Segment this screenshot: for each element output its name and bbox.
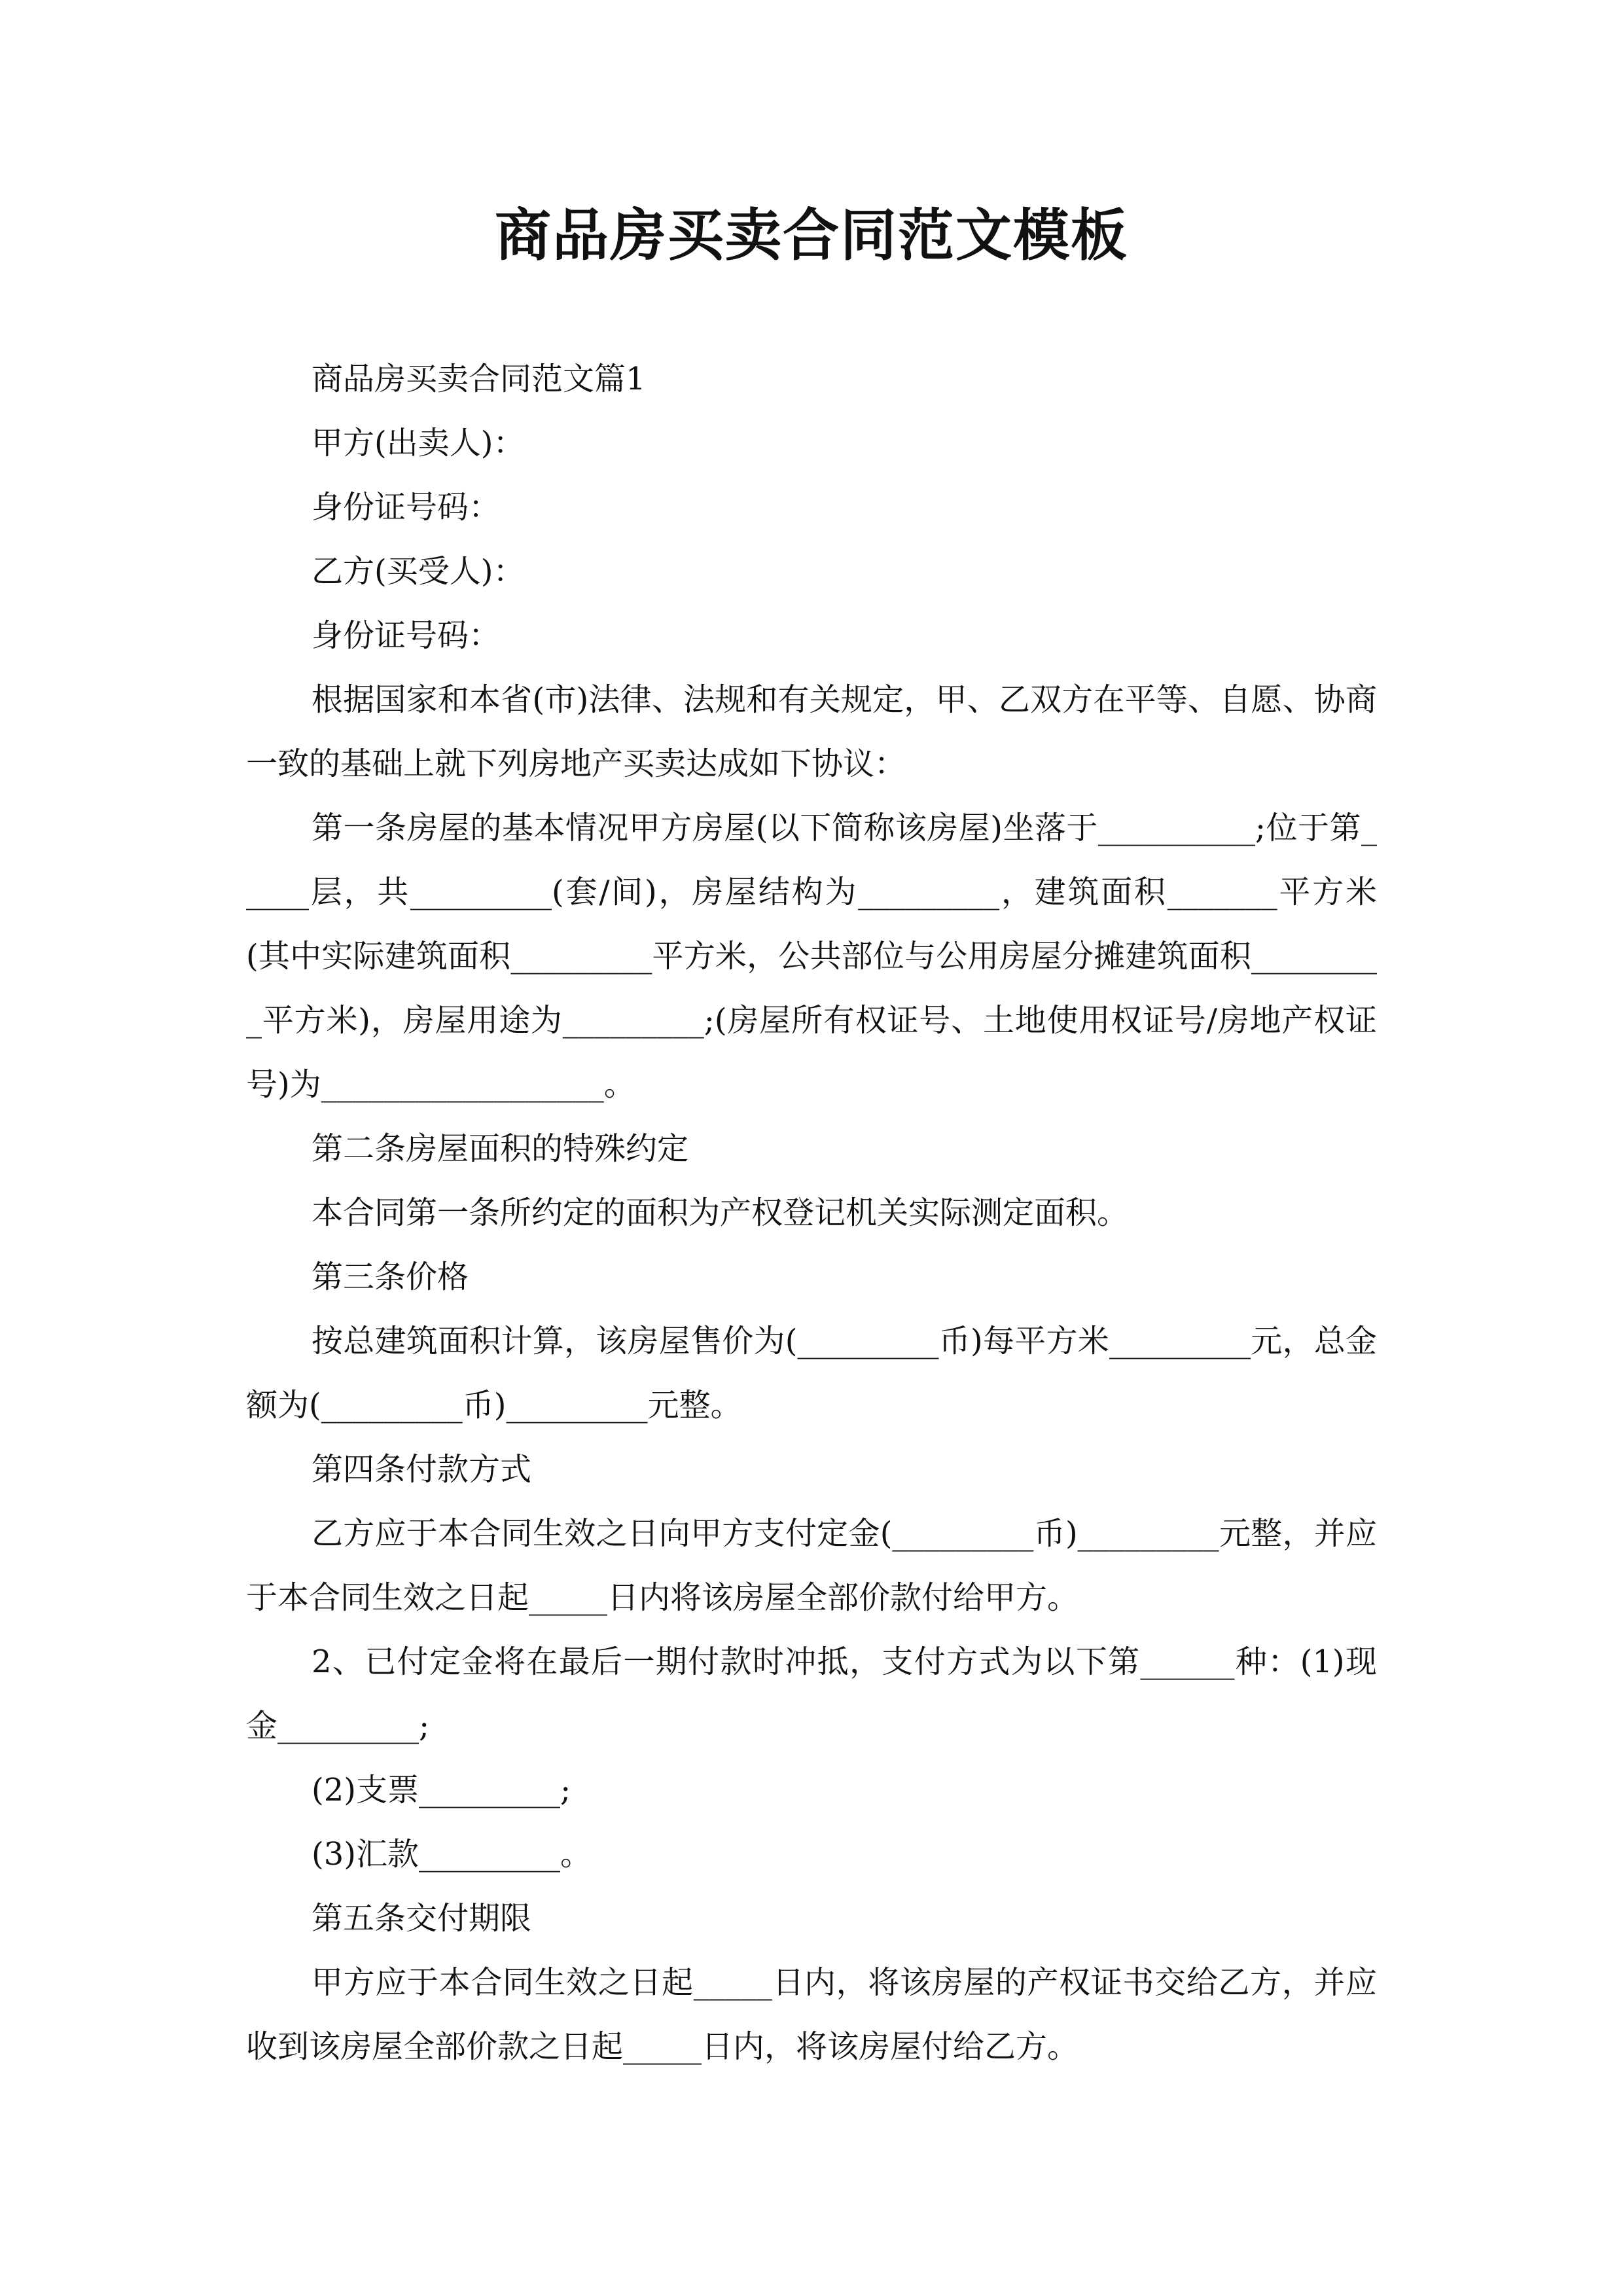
paragraph-article-3-body: 按总建筑面积计算，该房屋售价为(_________币)每平方米_________元，总金额为(_________币)_________元整。 xyxy=(246,1323,1377,1424)
paragraph-article-5-body: 甲方应于本合同生效之日起_____日内，将该房屋的产权证书交给乙方，并应收到该房屋全部价款之日起_____日内，将该房屋付给乙方。 xyxy=(246,1964,1377,2065)
paragraph-article-4-heading: 第四条付款方式 xyxy=(312,1451,532,1488)
paragraph-article-1: 第一条房屋的基本情况甲方房屋(以下简称该房屋)坐落于__________;位于第_____层，共_________(套/间)，房屋结构为_________，建筑面积_______平方米(其中实际建筑面积_________平方米，公共部位与公用房屋分摊建筑面积_________平方米)，房屋用途为_________;(房屋所有权证号、土地使用权证号/房地产权证号)为__________________。 xyxy=(246,810,1377,1103)
paragraph-payment-remittance: (3)汇款_________。 xyxy=(312,1836,592,1873)
paragraph-payment-check: (2)支票_________; xyxy=(312,1772,571,1808)
paragraph-article-2-heading: 第二条房屋面积的特殊约定 xyxy=(312,1130,689,1167)
paragraph-section-heading: 商品房买卖合同范文篇1 xyxy=(312,361,646,397)
document-body xyxy=(246,347,1377,2079)
paragraph-party-a: 甲方(出卖人)： xyxy=(312,425,525,461)
paragraph-article-4-body: 乙方应于本合同生效之日向甲方支付定金(_________币)_________元整，并应于本合同生效之日起_____日内将该房屋全部价款付给甲方。 xyxy=(246,1515,1377,1616)
paragraph-party-a-id: 身份证号码： xyxy=(312,489,501,526)
paragraph-preamble: 根据国家和本省(市)法律、法规和有关规定，甲、乙双方在平等、自愿、协商一致的基础上就下列房地产买卖达成如下协议： xyxy=(246,681,1377,782)
paragraph-party-b-id: 身份证号码： xyxy=(312,617,501,654)
paragraph-party-b: 乙方(买受人)： xyxy=(312,553,525,590)
document-title: 商品房买卖合同范文模板 xyxy=(495,202,1128,268)
paragraph-payment-method: 2、已付定金将在最后一期付款时冲抵，支付方式为以下第______种：(1)现金_________; xyxy=(246,1643,1377,1744)
paragraph-article-3-heading: 第三条价格 xyxy=(312,1259,469,1295)
paragraph-article-5-heading: 第五条交付期限 xyxy=(312,1900,532,1937)
paragraph-article-2-body: 本合同第一条所约定的面积为产权登记机关实际测定面积。 xyxy=(312,1194,1129,1231)
